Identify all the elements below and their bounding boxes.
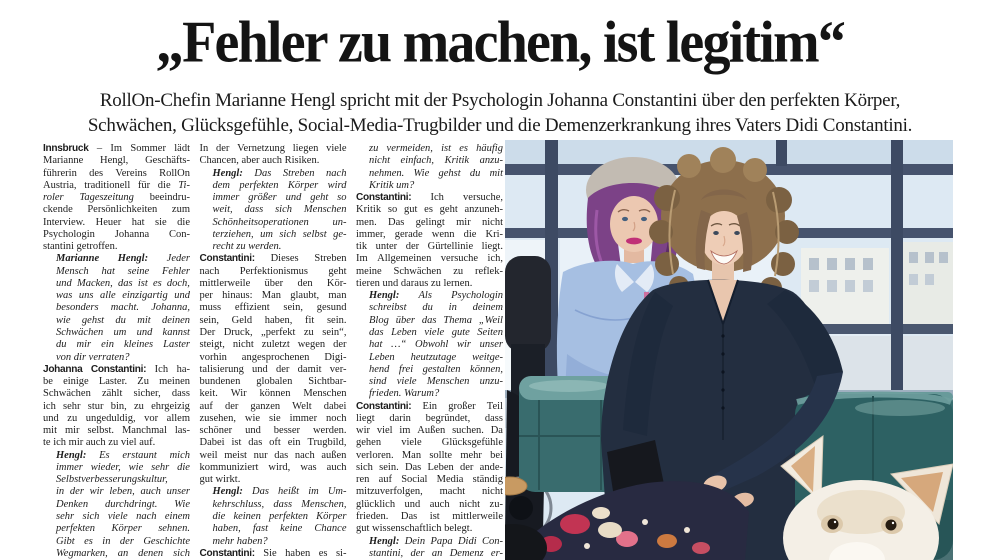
article-line: Austria, traditionell für die Ti-	[43, 179, 190, 191]
article-line: liegt darin begründet, dass	[356, 412, 503, 424]
article-line: vorhin angesprochenen Digi-	[199, 351, 347, 363]
article-line: In der Vernetzung liegen viele	[199, 143, 347, 154]
article-line: bundenen globalen Sichtbar-	[199, 376, 347, 388]
article-line: zusehen, wie sie immer noch	[199, 412, 347, 424]
article-line: dem perfekten Körper wird	[212, 179, 347, 191]
article-line: hat …“ Obwohl wir unser	[369, 339, 503, 351]
article-line: mitzuverfolgen, macht nicht	[356, 486, 503, 498]
article-line: Im Allgemeinen versuche ich,	[356, 253, 503, 265]
article-line: roler Tageszeitung beeindru-	[43, 192, 190, 204]
article-line: haben, fast keine Chance	[212, 523, 347, 535]
article-line: ckende Persönlichkeiten zum	[43, 204, 190, 216]
article-line: sind viele Menschen unzu-	[369, 376, 503, 388]
article-line: Hengl: Das Streben nach	[212, 167, 347, 179]
article-line: ren auf Social Media ständig	[356, 474, 503, 486]
article-line: Hengl: Das heißt im Um-	[212, 486, 347, 498]
article-line: stantini, der an Demenz er-	[369, 547, 503, 559]
subheadline	[0, 88, 1000, 138]
article-line: und Macken, das ist es doch,	[56, 277, 190, 289]
article-line: Dabei ist das oft ein Trugbild,	[199, 437, 347, 449]
article-line: mittlerweile über den Kör-	[199, 277, 347, 289]
article-line: men. Das gelingt mir nicht	[356, 216, 503, 228]
article-line: keit. Wir können Menschen	[199, 388, 347, 400]
article-line: Kritik so gut es geht anzuneh-	[356, 204, 503, 216]
article-line: immer, gerade wenn die Kri-	[356, 228, 503, 240]
article-line: tik unter der Gürtellinie liegt.	[356, 241, 503, 253]
article-line: muss effizient sein, gesund	[199, 302, 347, 314]
article-line: wir viel im Außen suchen. Da	[356, 425, 503, 437]
article-line: talisierung und der damit ver-	[199, 363, 347, 375]
article-line: kommuniziert wird, was auch	[199, 461, 347, 473]
article-line: per hinaus: Man glaubt, man	[199, 290, 347, 302]
article-line: zu vermeiden, ist es häufig	[369, 143, 503, 154]
article-line: mit mir selbst. Manchmal las-	[43, 425, 190, 437]
article-line: te ich mir auch zu viel auf.	[43, 437, 156, 449]
article-line: steigt, nicht zuletzt wegen der	[199, 339, 347, 351]
article-line: wie gehst du mit deinen	[56, 314, 190, 326]
article-line: kehrschluss, dass Menschen,	[212, 498, 347, 510]
article-line: ich sehr stur bin, zu ehrgeizig	[43, 400, 190, 412]
article-line: sein, Geld haben, fit sein.	[199, 314, 347, 326]
article-line: meine Schwächen zu reflek-	[356, 265, 503, 277]
article-line: Schwächen um und kannst	[56, 326, 190, 338]
article-line: gut wissenschaftlich belegt.	[356, 523, 473, 535]
article-line: nicht einfach, Kritik anzu-	[369, 155, 503, 167]
article-line: Mensch hat seine Fehler	[56, 265, 190, 277]
article-line: die keinen perfekten Körper	[212, 510, 347, 522]
article-line: schreibst du in deinem	[369, 302, 503, 314]
article-line: be einige Laster. Zu meinen	[43, 376, 190, 388]
article-line: Denken durchdringt. Wie	[56, 498, 190, 510]
article-line: Chancen, aber auch Risiken.	[199, 155, 320, 167]
article-line: Der Druck, „perfekt zu sein“,	[199, 326, 347, 338]
article-line: Constantini: Ich versuche,	[356, 192, 503, 204]
article-line: Marianne Hengl, Geschäfts-	[43, 155, 190, 167]
article-line: besonders macht. Johanna,	[56, 302, 190, 314]
article-line: auf der ganzen Welt dabei	[199, 400, 347, 412]
article-line: Gibt es in der Geschichte	[56, 535, 190, 547]
article-line: weit, dass sich Menschen	[212, 204, 347, 216]
article-line: Constantini: Dieses Streben	[199, 253, 347, 265]
article-line: Constantini: Ein großer Teil	[356, 400, 503, 412]
article-line: hend frei gestalten können,	[369, 363, 503, 375]
article-line: in der wir leben, auch unser	[56, 486, 190, 498]
article-line: weil meist nur das nach außen	[199, 449, 347, 461]
article-line: immer größer und geht so	[212, 192, 347, 204]
article-line: führerin des Vereins RollOn	[43, 167, 190, 179]
headline: „Fehler zu machen, ist legitim“	[155, 9, 845, 76]
article-columns	[43, 143, 503, 560]
article-line: Hengl: Als Psychologin	[369, 290, 503, 302]
article-line: Innsbruck – Im Sommer lädt	[43, 143, 190, 154]
article-line: Kritik um?	[369, 179, 415, 191]
article-line: sich sein. Das Leben der ande-	[356, 461, 503, 473]
article-line: und zu ungeduldig, vor allem	[43, 412, 190, 424]
article-line: Johanna Constantini: Ich ha-	[43, 363, 190, 375]
article-line: frieden. Warum?	[369, 388, 440, 400]
article-line: Schwächen zählt sicher, dass	[43, 388, 190, 400]
article-line: schöner und besser werden.	[199, 425, 347, 437]
article-line: Interview. Heuer hat sie die	[43, 216, 190, 228]
article-line: sehr sich viele nach einem	[56, 510, 190, 522]
article-line: Constantini: Sie haben es si-	[199, 547, 347, 559]
article-line: das Leben viele gute Seiten	[369, 326, 503, 338]
article-line: gehen viele Glücksgefühle	[356, 437, 503, 449]
article-line: tieren und daraus zu lernen.	[356, 277, 473, 289]
article-line: Psychologin Johanna Con-	[43, 228, 190, 240]
article-column	[43, 143, 190, 560]
article-line: immer wieder, wie sehr die	[56, 461, 190, 473]
article-line: terziehen, um sich selbst ge-	[212, 228, 347, 240]
article-line: stantini getroffen.	[43, 241, 118, 253]
article-line: recht zu werden.	[212, 241, 282, 253]
article-line: Blog über das Thema „Weil	[369, 314, 503, 326]
article-line: mehr haben?	[212, 535, 268, 547]
subheadline-line-1: RollOn-Chefin Marianne Hengl spricht mit der Psychologin Johanna Constantini über den perfekten Körper,	[99, 90, 901, 111]
article-column	[200, 143, 347, 560]
article-line: Wegmarken, an denen sich	[56, 547, 190, 559]
article-line: von dir verraten?	[56, 351, 130, 363]
article-column	[356, 143, 503, 560]
article-line: nach Perfektionismus geht	[199, 265, 347, 277]
article-line: du mir ein kleines Laster	[56, 339, 190, 351]
article-line: verloren. Man sollte mehr bei	[356, 449, 503, 461]
article-line: Schönheitsoperationen un-	[212, 216, 347, 228]
subheadline-line-2: Schwächen, Glücksgefühle, Social-Media-Trugbilder und die Demenzerkrankung ihres Vaters Didi Constantini.	[87, 115, 913, 136]
article-line: gut wirkt.	[199, 474, 241, 486]
interview-photo	[505, 140, 953, 560]
article-line: nehmen. Wie gehst du mit	[369, 167, 503, 179]
article-line: was uns alle einzigartig und	[56, 290, 190, 302]
article-line: frieden. Das ist mittlerweile	[356, 510, 503, 522]
article-line: Leben heutzutage weitge-	[369, 351, 503, 363]
article-line: Marianne Hengl: Jeder	[56, 253, 190, 265]
article-line: Hengl: Dein Papa Didi Con-	[369, 535, 503, 547]
article-line: Hengl: Es erstaunt mich	[56, 449, 190, 461]
article-line: glücklich und auch nicht zu-	[356, 498, 503, 510]
article-line: perfekten Körper sehnen.	[56, 523, 190, 535]
article-line: Selbstverbesserungskultur,	[56, 474, 168, 486]
